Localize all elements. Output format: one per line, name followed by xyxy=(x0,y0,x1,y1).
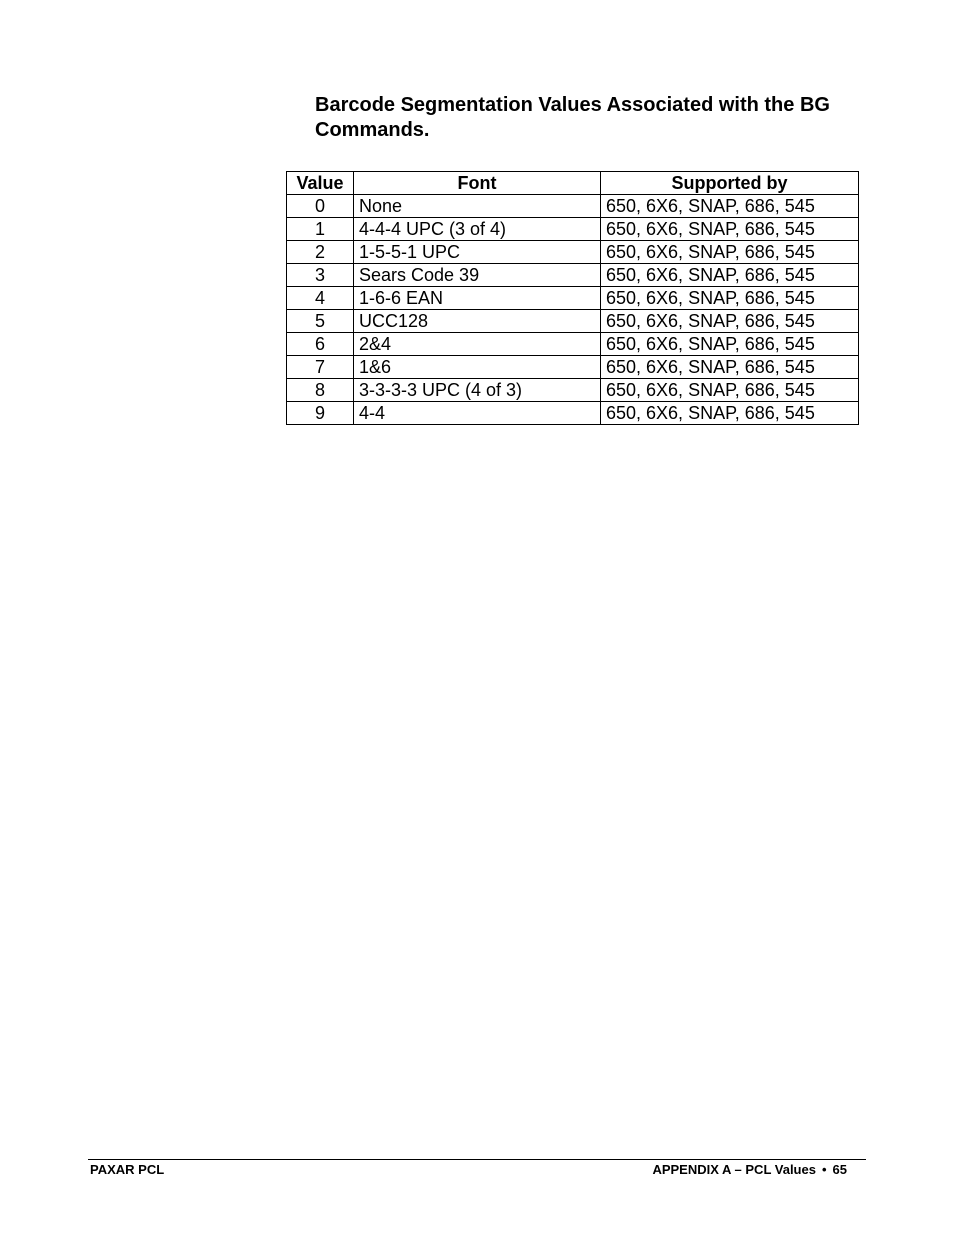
segmentation-values-table xyxy=(286,171,859,425)
footer-bullet: • xyxy=(821,1162,827,1177)
table-row xyxy=(287,333,859,356)
cell-font: 2&4 xyxy=(354,333,601,356)
table-row xyxy=(287,310,859,333)
cell-font: 1-5-5-1 UPC xyxy=(354,241,601,264)
cell-value: 4 xyxy=(287,287,354,310)
cell-font: 3-3-3-3 UPC (4 of 3) xyxy=(354,379,601,402)
cell-value: 7 xyxy=(287,356,354,379)
cell-supported-by: 650, 6X6, SNAP, 686, 545 xyxy=(601,241,859,264)
page-heading: Barcode Segmentation Values Associated with the BG Commands. xyxy=(315,94,830,141)
cell-value: 8 xyxy=(287,379,354,402)
table-row xyxy=(287,379,859,402)
cell-supported-by: 650, 6X6, SNAP, 686, 545 xyxy=(601,264,859,287)
cell-font: UCC128 xyxy=(354,310,601,333)
cell-supported-by: 650, 6X6, SNAP, 686, 545 xyxy=(601,402,859,425)
table-row xyxy=(287,264,859,287)
table-row xyxy=(287,356,859,379)
footer-section-title: APPENDIX A – PCL Values xyxy=(652,1162,816,1177)
table-row xyxy=(287,241,859,264)
cell-value: 5 xyxy=(287,310,354,333)
cell-value: 6 xyxy=(287,333,354,356)
column-header-supported-by: Supported by xyxy=(601,172,859,195)
cell-supported-by: 650, 6X6, SNAP, 686, 545 xyxy=(601,218,859,241)
page-number: 65 xyxy=(832,1162,847,1177)
column-header-value: Value xyxy=(287,172,354,195)
cell-font: 1-6-6 EAN xyxy=(354,287,601,310)
table-row xyxy=(287,195,859,218)
cell-value: 1 xyxy=(287,218,354,241)
cell-supported-by: 650, 6X6, SNAP, 686, 545 xyxy=(601,379,859,402)
column-header-font: Font xyxy=(354,172,601,195)
cell-supported-by: 650, 6X6, SNAP, 686, 545 xyxy=(601,356,859,379)
cell-font: 1&6 xyxy=(354,356,601,379)
cell-supported-by: 650, 6X6, SNAP, 686, 545 xyxy=(601,310,859,333)
cell-value: 9 xyxy=(287,402,354,425)
cell-supported-by: 650, 6X6, SNAP, 686, 545 xyxy=(601,333,859,356)
cell-font: 4-4 xyxy=(354,402,601,425)
cell-font: 4-4-4 UPC (3 of 4) xyxy=(354,218,601,241)
table-row xyxy=(287,287,859,310)
cell-font: Sears Code 39 xyxy=(354,264,601,287)
cell-supported-by: 650, 6X6, SNAP, 686, 545 xyxy=(601,287,859,310)
cell-font: None xyxy=(354,195,601,218)
cell-value: 0 xyxy=(287,195,354,218)
footer-divider xyxy=(88,1159,866,1160)
table-row xyxy=(287,218,859,241)
cell-value: 3 xyxy=(287,264,354,287)
footer-product-name: PAXAR PCL xyxy=(90,1162,165,1177)
table-row xyxy=(287,402,859,425)
cell-value: 2 xyxy=(287,241,354,264)
cell-supported-by: 650, 6X6, SNAP, 686, 545 xyxy=(601,195,859,218)
footer-page-info xyxy=(652,1162,847,1177)
table-header-row xyxy=(287,172,859,195)
